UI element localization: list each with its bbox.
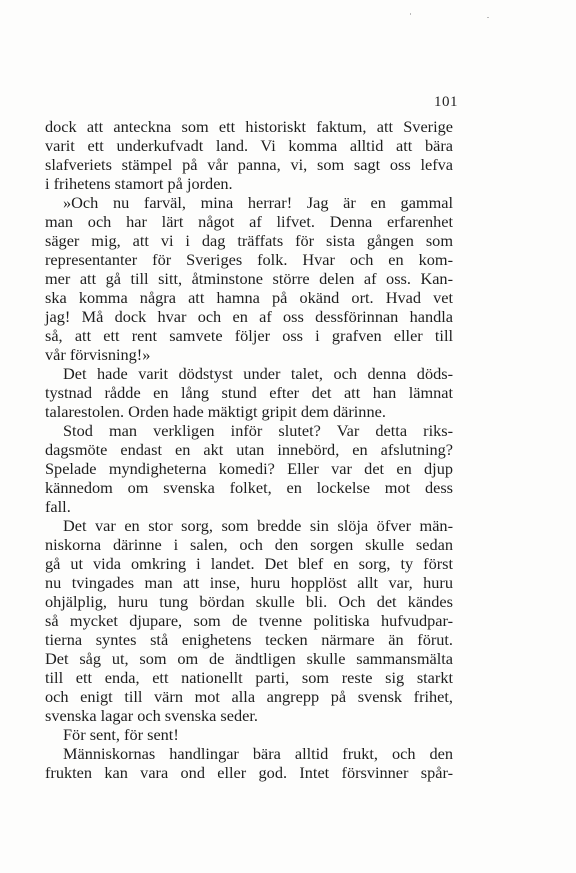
text-line: till ett enda, ett nationellt parti, som reste sig starkt: [45, 668, 453, 687]
text-line: representanter för Sveriges folk. Hvar och en kom-: [45, 250, 453, 269]
text-line: frukten kan vara ond eller god. Intet försvinner spår-: [45, 763, 453, 782]
text-line: Stod man verkligen inför slutet? Var detta riks-: [63, 421, 453, 440]
text-line: tystnad rådde en lång stund efter det att han lämnat: [45, 383, 453, 402]
text-line: så, att ett rent samvete följer oss i grafven eller till: [45, 326, 453, 345]
text-line: För sent, för sent!: [63, 725, 179, 744]
text-line: varit ett underkufvadt land. Vi komma alltid att bära: [45, 136, 453, 155]
text-line: Det var en stor sorg, som bredde sin slöja öfver män-: [63, 516, 453, 535]
text-line: Människornas handlingar bära alltid frukt, och den: [63, 744, 453, 763]
text-line: svenska lagar och svenska seder.: [45, 706, 258, 725]
text-line: jag! Må dock hvar och en af oss dessförinnan handla: [45, 307, 453, 326]
text-line: i frihetens stamort på jorden.: [45, 174, 233, 193]
text-line: säger mig, att vi i dag träffats för sista gången som: [45, 231, 453, 250]
page-number: 101: [434, 94, 458, 110]
text-line: Spelade myndigheterna komedi? Eller var det en djup: [45, 459, 453, 478]
text-line: så mycket djupare, som de tvenne politiska hufvudpar-: [45, 611, 453, 630]
paper-speck: [487, 17, 489, 18]
text-line: ska komma några att hamna på okänd ort. Hvad vet: [45, 288, 453, 307]
text-line: Det hade varit dödstyst under talet, och denna döds-: [63, 364, 453, 383]
text-line: slafveriets stämpel på vår panna, vi, som sagt oss lefva: [45, 155, 453, 174]
text-line: fall.: [45, 497, 71, 516]
text-line: mer att gå till sitt, åtminstone större delen af oss. Kan-: [45, 269, 453, 288]
body-text: [45, 117, 453, 782]
text-line: talarestolen. Orden hade mäktigt gripit dem därinne.: [45, 402, 386, 421]
text-line: nu tvingades man att inse, huru hopplöst allt var, huru: [45, 573, 453, 592]
text-line: man och har lärt något af lifvet. Denna erfarenhet: [45, 212, 453, 231]
text-line: gå ut vida omkring i landet. Det blef en sorg, ty först: [45, 554, 453, 573]
text-line: vår förvisning!»: [45, 345, 151, 364]
text-line: dagsmöte endast en akt utan innebörd, en afslutning?: [45, 440, 453, 459]
text-line: Det såg ut, som om de ändtligen skulle sammansmälta: [45, 649, 453, 668]
text-line: kännedom om svenska folket, en lockelse mot dess: [45, 478, 453, 497]
text-line: och enigt till värn mot alla angrepp på svensk frihet,: [45, 687, 453, 706]
text-line: »Och nu farväl, mina herrar! Jag är en gammal: [63, 193, 453, 212]
text-line: niskorna därinne i salen, och den sorgen skulle sedan: [45, 535, 453, 554]
text-line: dock att anteckna som ett historiskt faktum, att Sverige: [45, 117, 453, 136]
paper-speck: [410, 13, 411, 15]
text-line: tierna syntes stå enighetens tecken närmare än förut.: [45, 630, 453, 649]
text-line: ohjälplig, huru tung bördan skulle bli. Och det kändes: [45, 592, 453, 611]
